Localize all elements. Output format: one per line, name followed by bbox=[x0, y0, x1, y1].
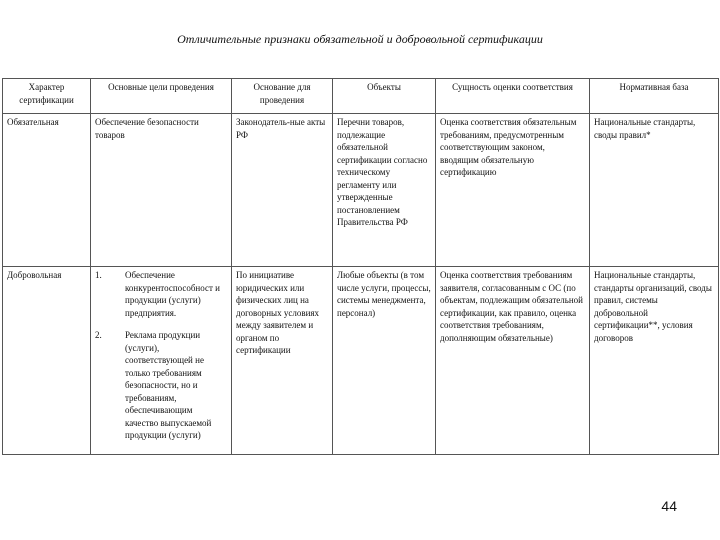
list-item bbox=[95, 329, 227, 442]
cell-goal: Обеспечение безопасности товаров bbox=[91, 114, 232, 267]
header-norms: Нормативная база bbox=[590, 79, 719, 114]
cell-type: Добровольная bbox=[3, 267, 91, 455]
header-objects: Объекты bbox=[333, 79, 436, 114]
cell-basis: Законодатель-ные акты РФ bbox=[232, 114, 333, 267]
cell-basis: По инициативе юридических или физических лиц на договорных условиях между заявителем и органом по сертификации bbox=[232, 267, 333, 455]
table-header-row bbox=[3, 79, 719, 114]
table-row-mandatory bbox=[3, 114, 719, 267]
goals-list bbox=[95, 269, 227, 442]
cell-essence: Оценка соответствия обязательным требованиям, предусмотренным соответствующим законом, вводящим обязательную сертификацию bbox=[436, 114, 590, 267]
certification-table bbox=[2, 78, 719, 455]
cell-norms: Национальные стандарты, стандарты организаций, своды правил, системы добровольной сертификации**, условия договоров bbox=[590, 267, 719, 455]
cell-goals bbox=[91, 267, 232, 455]
cell-objects: Любые объекты (в том числе услуги, процессы, системы менеджмента, персонал) bbox=[333, 267, 436, 455]
table-row-voluntary bbox=[3, 267, 719, 455]
header-goals: Основные цели проведения bbox=[91, 79, 232, 114]
list-item-text: Реклама продукции (услуги), соответствующей не только требованиям безопасности, но и требованиям, обеспечивающим качество выпускаемой продукции (услуги) bbox=[125, 330, 212, 440]
header-basis: Основание для проведения bbox=[232, 79, 333, 114]
header-cert-type: Характер сертификации bbox=[3, 79, 91, 114]
page-title: Отличительные признаки обязательной и добровольной сертификации bbox=[177, 32, 543, 46]
list-item-number: 1. bbox=[95, 270, 102, 280]
cell-norms: Национальные стандарты, своды правил* bbox=[590, 114, 719, 267]
cell-type: Обязательная bbox=[3, 114, 91, 267]
header-essence: Сущность оценки соответствия bbox=[436, 79, 590, 114]
list-item bbox=[95, 269, 227, 319]
list-item-text: Обеспечение конкурентоспособност и продукции (услуги) предприятия. bbox=[125, 270, 220, 318]
list-item-number: 2. bbox=[95, 330, 102, 340]
cell-essence: Оценка соответствия требованиям заявителя, согласованным с ОС (по объектам, подлежащим обязательной сертификации, как правило, оценка соответствия требованиям, дополняющим обязательные) bbox=[436, 267, 590, 455]
cell-objects: Перечни товаров, подлежащие обязательной сертификации согласно техническому регламенту или утвержденные постановлением Правительства РФ bbox=[333, 114, 436, 267]
page-number: 44 bbox=[661, 498, 677, 514]
